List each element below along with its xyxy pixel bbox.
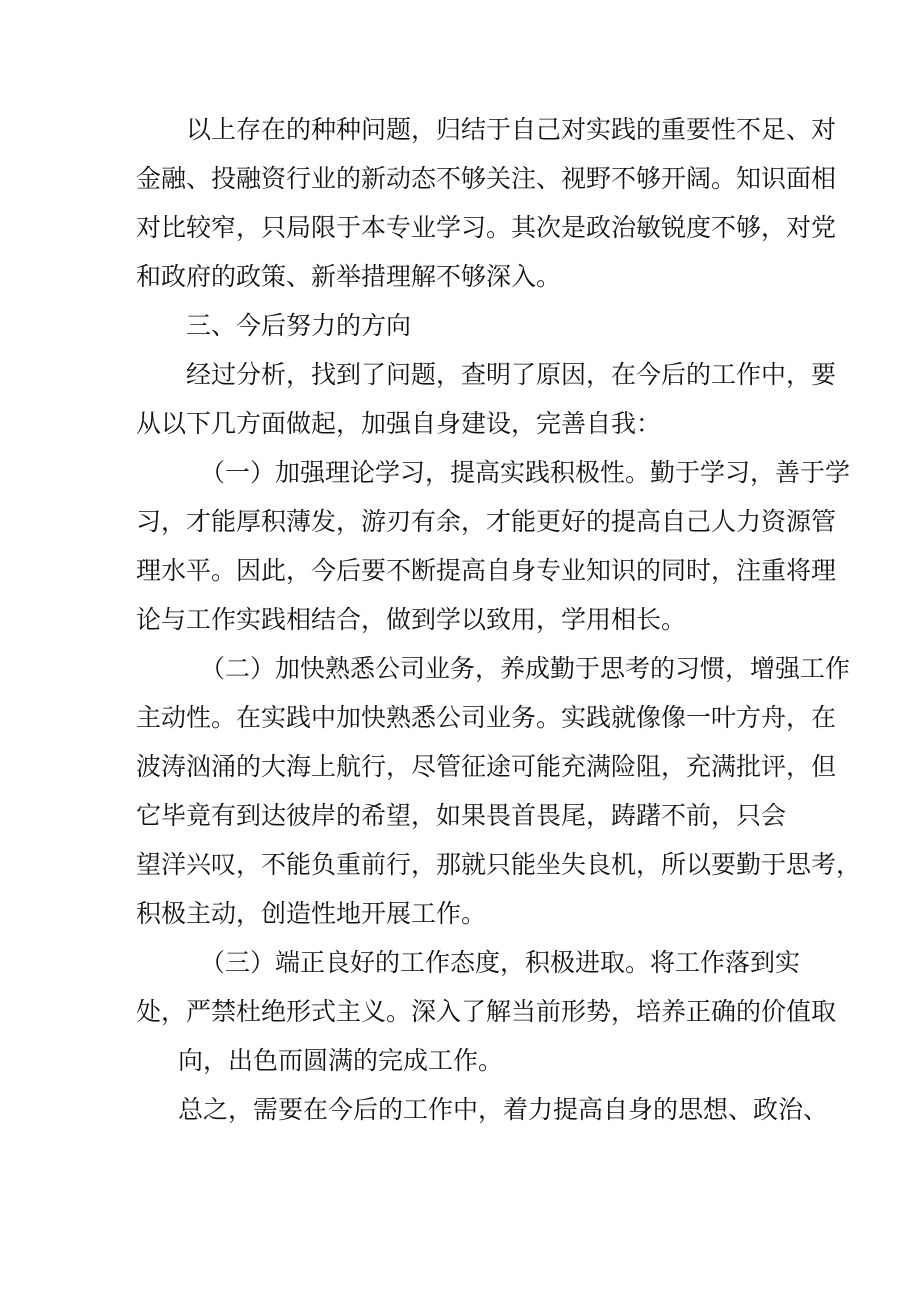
paragraph-line: 它毕竟有到达彼岸的希望，如果畏首畏尾，踌躇不前，只会	[136, 801, 787, 830]
paragraph-line: （三）端正良好的工作态度，积极进取。将工作落到实	[200, 948, 801, 977]
paragraph-line: 金融、投融资行业的新动态不够关注、视野不够开阔。知识面相	[136, 164, 837, 193]
paragraph-line: 处，严禁杜绝形式主义。深入了解当前形势，培养正确的价值取	[136, 997, 837, 1026]
paragraph-line: 对比较窄，只局限于本专业学习。其次是政治敏锐度不够，对党	[136, 213, 837, 242]
paragraph-line: 望洋兴叹，不能负重前行，那就只能坐失良机，所以要勤于思考，	[136, 850, 862, 879]
paragraph-line: 主动性。在实践中加快熟悉公司业务。实践就像像一叶方舟，在	[136, 703, 837, 732]
paragraph-line: 总之，需要在今后的工作中，着力提高自身的思想、政治、	[178, 1095, 829, 1124]
paragraph-line: （一）加强理论学习，提高实践积极性。勤于学习，善于学	[200, 458, 851, 487]
paragraph-line: 习，才能厚积薄发，游刃有余，才能更好的提高自己人力资源管	[136, 507, 837, 536]
paragraph-line: 论与工作实践相结合，做到学以致用，学用相长。	[136, 605, 687, 634]
paragraph-line: 理水平。因此，今后要不断提高自身专业知识的同时，注重将理	[136, 556, 837, 585]
section-heading: 三、今后努力的方向	[186, 311, 412, 340]
paragraph-line: 积极主动，创造性地开展工作。	[136, 899, 487, 928]
paragraph-line: 和政府的政策、新举措理解不够深入。	[136, 262, 562, 291]
paragraph-line: （二）加快熟悉公司业务，养成勤于思考的习惯，增强工作	[200, 654, 851, 683]
paragraph-line: 波涛汹涌的大海上航行，尽管征途可能充满险阻，充满批评，但	[136, 752, 837, 781]
paragraph-line: 以上存在的种种问题，归结于自己对实践的重要性不足、对	[186, 115, 837, 144]
paragraph-line: 经过分析，找到了问题，查明了原因，在今后的工作中，要	[186, 360, 837, 389]
paragraph-line: 向，出色而圆满的完成工作。	[178, 1046, 504, 1075]
paragraph-line: 从以下几方面做起，加强自身建设，完善自我：	[136, 409, 662, 438]
